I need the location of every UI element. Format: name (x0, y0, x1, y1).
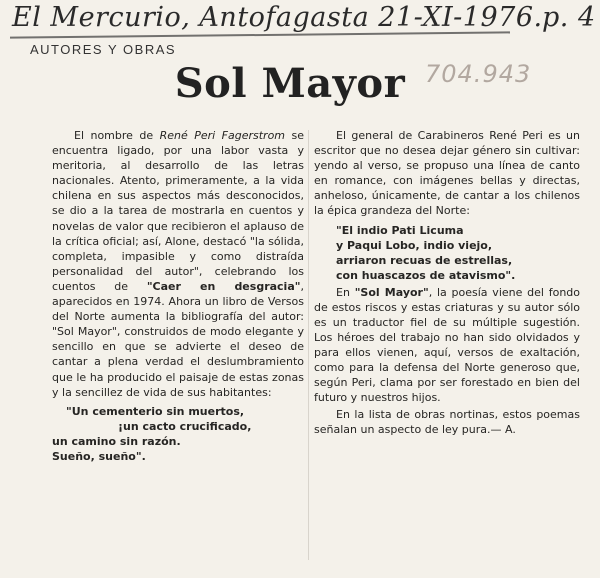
poem-line: con huascazos de atavismo". (336, 268, 516, 282)
right-poem (314, 223, 580, 283)
section-label: AUTORES Y OBRAS (30, 42, 177, 57)
book-title-caer: "Caer en desgracia" (146, 279, 301, 293)
poem-line: "Un cementerio sin muertos, (66, 404, 245, 418)
right-paragraph-1: El general de Carabineros René Peri es un escritor que no desea dejar género sin cultivar: yendo al verso, se propuso una línea de canto en romance, con imágenes bellas y directas, anheloso, únicamente, de cantar a los chilenos la épica grandeza del Norte: (314, 129, 580, 218)
poem-line: ¡un cacto crucificado, (118, 419, 252, 433)
poem-line: arriaron recuas de estrellas, (336, 253, 513, 267)
right-paragraph-2: En "Sol Mayor", la poesía viene del fondo de estos riscos y estas criaturas y su autor sólo es un traductor fiel de su múltiple sugestión. Los héroes del trabajo no han sido olvidados y para ellos vienen, aquí, versos de exaltación, como para la defensa del Norte generoso que, según Peri, clama por ser forestado en bien del futuro y nuestros hijos. (314, 285, 581, 405)
poem-line: Sueño, sueño". (52, 449, 146, 463)
handwritten-source: El Mercurio, Antofagasta 21-XI-1976. (12, 2, 543, 33)
left-poem (52, 404, 304, 464)
right-column (314, 128, 580, 438)
article-title-text: Sol Mayor (174, 60, 406, 107)
left-paragraph-1: El nombre de René Peri Fagerstrom se encuentra ligado, por una labor vasta y meritoria, al desarrollo de las letras nacionales. Atento, primeramente, a la vida chilena en sus aspectos más desconocidos, se dio a la tarea de mostrarla en cuentos y novelas de valor que recibieron el aplauso de la crítica oficial; así, Alone, destacó "la sólida, completa, impasible y como distraída personalidad del autor", celebrando los cuentos de "Caer en desgracia", aparecidos en 1974. Ahora un libro de Versos del Norte aumenta la bibliografía del autor: "Sol Mayor", construidos de modo elegante y sencillo en que se advierte el deseo de cantar a plena verdad el deslumbramiento que le ha producido el paisaje de estas zonas y la sencillez de vida de sus habitantes: (52, 129, 304, 399)
poem-line: un camino sin razón. (52, 434, 181, 448)
book-title-sol-mayor: "Sol Mayor" (52, 325, 117, 339)
poem-line: y Paqui Lobo, indio viejo, (336, 238, 493, 252)
column-divider (308, 130, 309, 560)
author-name: René Peri Fagerstrom (159, 129, 286, 142)
left-column (52, 128, 304, 466)
poem-line: "El indio Pati Licuma (336, 223, 464, 237)
handwritten-page-marker: p. 4 (542, 2, 596, 33)
book-title-sol-mayor-bold: "Sol Mayor" (354, 285, 429, 299)
right-paragraph-3: En la lista de obras nortinas, estos poemas señalan un aspecto de ley pura.— A. (314, 408, 580, 437)
archive-code-stamp: 704.943 (425, 60, 532, 88)
